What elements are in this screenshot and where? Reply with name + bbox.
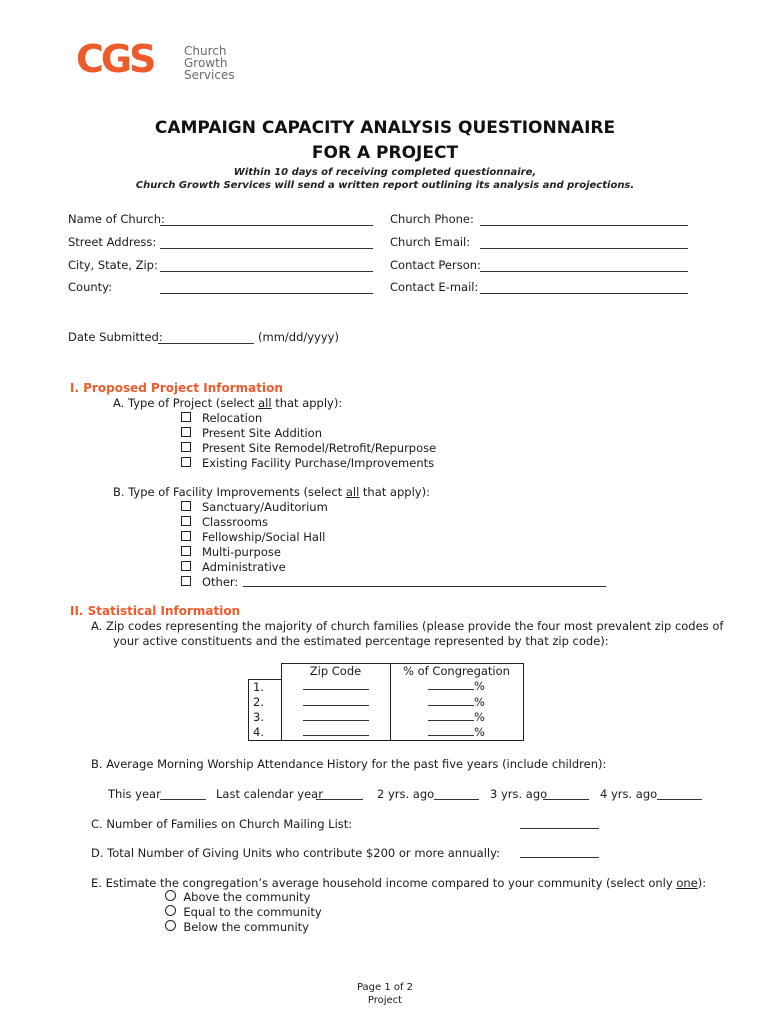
giving-units-question: D. Total Number of Giving Units who contribute $200 or more annually:: [91, 846, 500, 860]
attendance-2yrs-field[interactable]: [434, 799, 479, 800]
facility-type-all: all: [345, 485, 360, 499]
street-address-label: Street Address:: [68, 235, 157, 249]
mailing-list-field[interactable]: [520, 828, 599, 829]
checkbox[interactable]: [181, 501, 191, 511]
project-option-purchase[interactable]: [181, 456, 434, 470]
facility-option-other[interactable]: [181, 575, 238, 589]
checkbox[interactable]: [181, 516, 191, 526]
checkbox[interactable]: [181, 442, 191, 452]
option-label: Multi-purpose: [201, 545, 281, 559]
option-label: Relocation: [201, 411, 263, 425]
checkbox[interactable]: [181, 546, 191, 556]
cgs-logo-mark: CGS: [76, 37, 154, 81]
row-number: 3.: [249, 710, 282, 725]
income-option-equal[interactable]: [165, 905, 322, 919]
logo-line-services: Services: [184, 68, 235, 82]
income-question-suffix: ):: [697, 876, 707, 890]
option-label: Sanctuary/Auditorium: [201, 500, 328, 514]
percent-cell[interactable]: [390, 679, 523, 695]
income-question: [91, 876, 706, 890]
facility-other-field[interactable]: [243, 586, 606, 587]
city-state-zip-field[interactable]: [160, 271, 373, 272]
subtitle-line1: Within 10 days of receiving completed questionnaire,: [233, 167, 537, 178]
checkbox[interactable]: [181, 576, 191, 586]
page-title-line1: CAMPAIGN CAPACITY ANALYSIS QUESTIONNAIRE: [154, 118, 616, 138]
percent-sign: %: [474, 694, 485, 709]
project-option-relocation[interactable]: [181, 411, 262, 425]
cgs-logo-text: [184, 45, 235, 81]
church-phone-label: Church Phone:: [390, 212, 474, 226]
facility-option-multipurpose[interactable]: [181, 545, 281, 559]
zip-cell[interactable]: [281, 679, 390, 695]
option-label: Below the community: [183, 920, 309, 934]
attendance-4yrs-label: 4 yrs. ago: [600, 787, 658, 801]
percent-sign: %: [474, 709, 485, 724]
church-email-field[interactable]: [480, 248, 688, 249]
page-title-line2: FOR A PROJECT: [311, 143, 459, 163]
footer-page-number: Page 1 of 2: [356, 982, 414, 993]
income-question-one: one: [676, 876, 698, 890]
zip-cell[interactable]: [281, 710, 390, 725]
section-2-heading: II. Statistical Information: [70, 604, 241, 618]
row-number: 4.: [249, 725, 282, 741]
county-label: County:: [68, 280, 112, 294]
percent-header: % of Congregation: [390, 664, 523, 680]
percent-cell[interactable]: [390, 725, 523, 741]
contact-person-label: Contact Person:: [390, 258, 481, 272]
percent-cell[interactable]: [390, 695, 523, 710]
option-label: Existing Facility Purchase/Improvements: [201, 456, 435, 470]
county-field[interactable]: [160, 293, 373, 294]
date-format-hint: (mm/dd/yyyy): [258, 330, 339, 344]
zip-header: Zip Code: [281, 664, 390, 680]
date-submitted-field[interactable]: [158, 343, 254, 344]
income-question-text: E. Estimate the congregation’s average household income compared to your community (select only: [91, 876, 677, 890]
giving-units-field[interactable]: [520, 857, 599, 858]
checkbox[interactable]: [181, 561, 191, 571]
attendance-4yrs-field[interactable]: [657, 799, 702, 800]
zip-cell[interactable]: [281, 695, 390, 710]
checkbox[interactable]: [181, 427, 191, 437]
radio-button[interactable]: [165, 890, 176, 901]
facility-option-administrative[interactable]: [181, 560, 286, 574]
facility-option-fellowship[interactable]: [181, 530, 325, 544]
subtitle-line2: Church Growth Services will send a written report outlining its analysis and projections.: [135, 180, 635, 191]
church-phone-field[interactable]: [480, 225, 688, 226]
income-option-above[interactable]: [165, 890, 310, 904]
date-submitted-label: Date Submitted:: [68, 330, 163, 344]
attendance-this-year-field[interactable]: [160, 799, 206, 800]
option-label: Present Site Addition: [201, 426, 322, 440]
checkbox[interactable]: [181, 412, 191, 422]
option-label: Present Site Remodel/Retrofit/Repurpose: [201, 441, 437, 455]
row-number: 2.: [249, 695, 282, 710]
radio-button[interactable]: [165, 920, 176, 931]
logo-line-growth: Growth: [184, 56, 228, 70]
option-label: Other:: [201, 575, 239, 589]
attendance-last-year-label: Last calendar year: [216, 787, 323, 801]
project-option-site-addition[interactable]: [181, 426, 322, 440]
checkbox[interactable]: [181, 457, 191, 467]
facility-type-question: [113, 485, 430, 499]
street-address-field[interactable]: [160, 248, 373, 249]
zip-question-line1: A. Zip codes representing the majority of church families (please provide the four most prevalent zip codes of: [91, 619, 724, 633]
attendance-this-year-label: This year: [108, 787, 161, 801]
mailing-list-question: C. Number of Families on Church Mailing List:: [91, 817, 353, 831]
contact-person-field[interactable]: [480, 271, 688, 272]
option-label: Above the community: [183, 890, 311, 904]
project-type-suffix: that apply):: [271, 396, 343, 410]
percent-sign: %: [474, 679, 485, 694]
checkbox[interactable]: [181, 531, 191, 541]
project-option-remodel[interactable]: [181, 441, 436, 455]
percent-cell[interactable]: [390, 710, 523, 725]
attendance-last-year-field[interactable]: [316, 799, 363, 800]
facility-type-text: B. Type of Facility Improvements (select: [113, 485, 346, 499]
contact-email-label: Contact E-mail:: [390, 280, 479, 294]
attendance-3yrs-label: 3 yrs. ago: [490, 787, 548, 801]
project-type-all: all: [258, 396, 272, 410]
logo-line-church: Church: [184, 44, 227, 58]
project-type-question: [113, 396, 342, 410]
income-option-below[interactable]: [165, 920, 309, 934]
footer-label: Project: [367, 995, 403, 1006]
attendance-question: B. Average Morning Worship Attendance History for the past five years (include children):: [91, 757, 607, 771]
attendance-3yrs-field[interactable]: [543, 799, 589, 800]
project-type-text: A. Type of Project (select: [113, 396, 259, 410]
option-label: Administrative: [201, 560, 286, 574]
name-of-church-label: Name of Church:: [68, 212, 165, 226]
zip-question-line2: your active constituents and the estimated percentage represented by that zip code):: [113, 634, 609, 648]
church-email-label: Church Email:: [390, 235, 471, 249]
facility-type-suffix: that apply):: [359, 485, 430, 499]
zip-code-table: [248, 663, 524, 741]
zip-cell[interactable]: [281, 725, 390, 741]
option-label: Fellowship/Social Hall: [201, 530, 326, 544]
facility-option-sanctuary[interactable]: [181, 500, 328, 514]
option-label: Classrooms: [201, 515, 268, 529]
name-of-church-field[interactable]: [160, 225, 373, 226]
contact-email-field[interactable]: [480, 293, 688, 294]
city-state-zip-label: City, State, Zip:: [68, 258, 158, 272]
row-number: 1.: [249, 679, 282, 695]
row-num-header: [249, 664, 282, 680]
radio-button[interactable]: [165, 905, 176, 916]
attendance-2yrs-label: 2 yrs. ago: [377, 787, 435, 801]
percent-sign: %: [474, 724, 485, 739]
option-label: Equal to the community: [183, 905, 322, 919]
section-1-heading: I. Proposed Project Information: [70, 381, 283, 395]
facility-option-classrooms[interactable]: [181, 515, 268, 529]
